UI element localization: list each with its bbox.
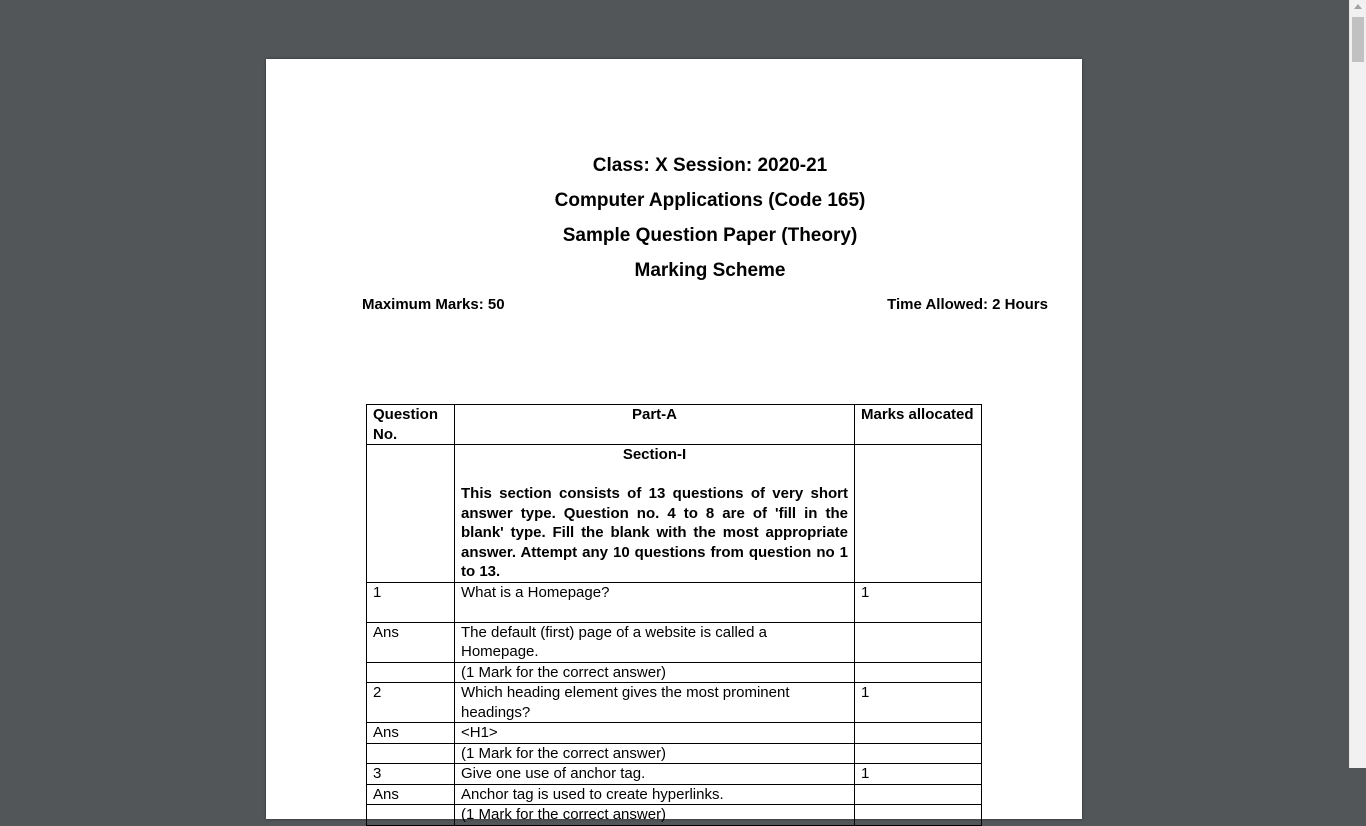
section-row [367,445,982,583]
marks-cell: 1 [855,764,982,785]
question-no-cell: 3 [367,764,455,785]
header-question-no: Question No. [367,405,455,445]
table-cell [367,445,455,583]
table-row [367,723,982,744]
question-no-cell: 1 [367,582,455,622]
scroll-up-arrow-icon[interactable] [1354,4,1362,9]
title-marking-scheme: Marking Scheme [634,260,786,281]
title-class-session: Class: X Session: 2020-21 [592,155,828,176]
marks-cell [855,723,982,744]
question-text-cell: Give one use of anchor tag. [455,764,855,785]
table-row [367,582,982,622]
vertical-scrollbar[interactable] [1349,0,1366,768]
time-allowed: Time Allowed: 2 Hours [887,296,1048,313]
table-row [367,784,982,805]
question-text-cell: <H1> [455,723,855,744]
question-text-cell: The default (first) page of a website is called a Homepage. [455,622,855,662]
marks-cell [855,743,982,764]
header-marks: Marks allocated [855,405,982,445]
table-cell [855,445,982,583]
question-no-cell [367,743,455,764]
question-no-cell [367,805,455,826]
table-row [367,622,982,662]
marks-cell [855,805,982,826]
question-text-cell: (1 Mark for the correct answer) [455,805,855,826]
section-description: This section consists of 13 questions of very short answer type. Question no. 4 to 8 are of 'fill in the blank' type. Fill the blank with the most appropriate answer. Attempt any 10 questions from question no 1 to 13. [461,485,848,580]
scrollbar-thumb[interactable] [1352,17,1364,62]
marks-cell: 1 [855,683,982,723]
question-text-cell: Anchor tag is used to create hyperlinks. [455,784,855,805]
marks-cell [855,622,982,662]
section-title: Section-I [622,446,687,463]
question-no-cell: Ans [367,723,455,744]
title-subject: Computer Applications (Code 165) [554,190,866,211]
marking-scheme-table [366,404,982,826]
marks-cell [855,784,982,805]
table-row [367,662,982,683]
header-part: Part-A [455,405,855,445]
maximum-marks: Maximum Marks: 50 [362,296,505,313]
question-no-cell: Ans [367,784,455,805]
question-no-cell: Ans [367,622,455,662]
question-text-cell: (1 Mark for the correct answer) [455,743,855,764]
title-paper-type: Sample Question Paper (Theory) [562,225,858,246]
marks-cell [855,662,982,683]
table-row [367,805,982,826]
table-row [367,764,982,785]
table-header-row [367,405,982,445]
table-row [367,743,982,764]
question-text-cell: What is a Homepage? [455,582,855,622]
question-no-cell [367,662,455,683]
question-no-cell: 2 [367,683,455,723]
question-text-cell: (1 Mark for the correct answer) [455,662,855,683]
document-page [266,59,1082,823]
question-text-cell: Which heading element gives the most prominent headings? [455,683,855,723]
section-cell [455,445,855,583]
marks-cell: 1 [855,582,982,622]
table-row [367,683,982,723]
